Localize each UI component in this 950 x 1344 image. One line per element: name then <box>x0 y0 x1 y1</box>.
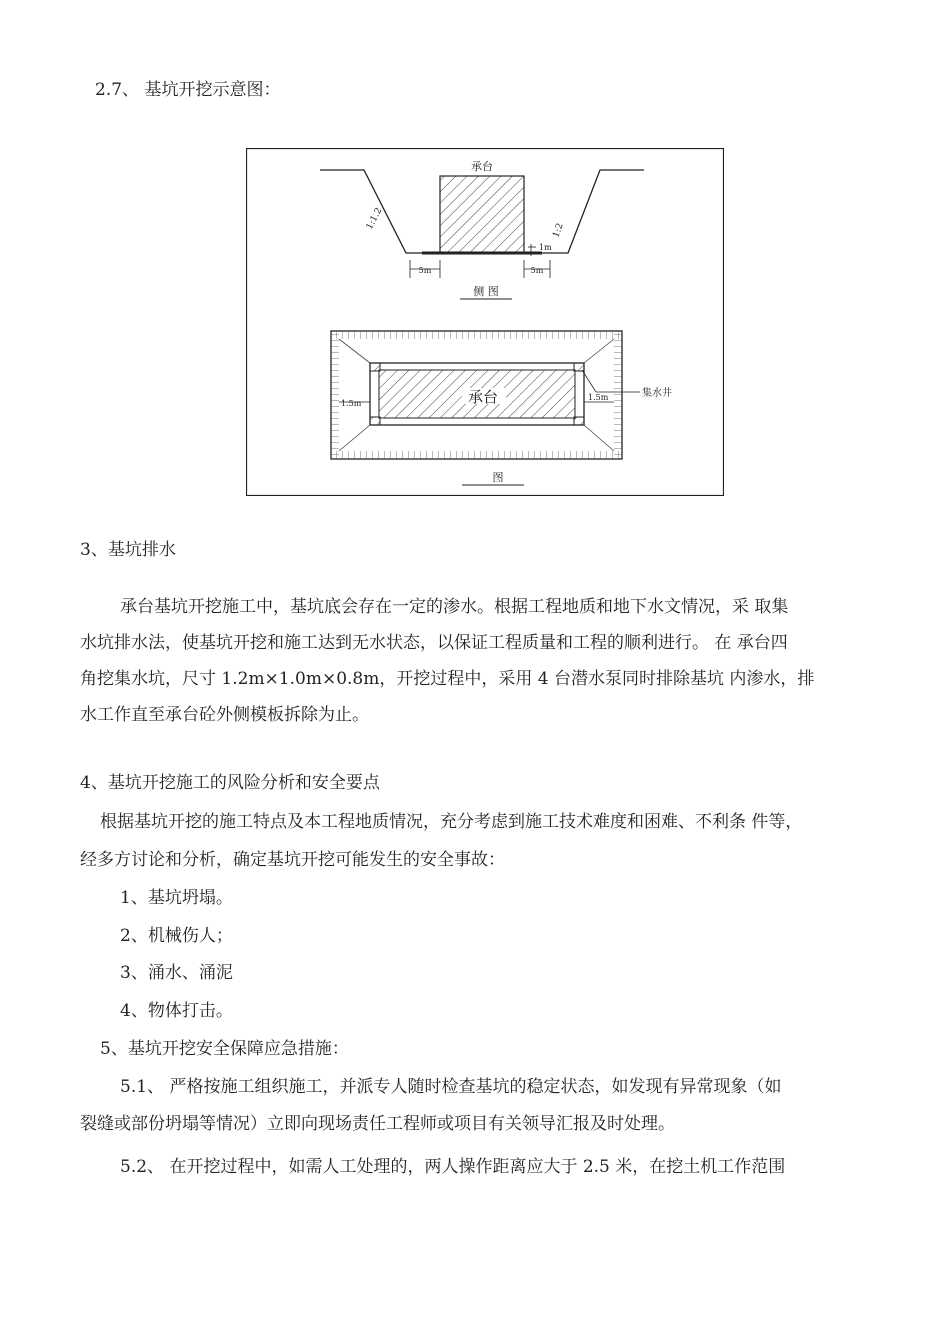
side-pile-cap <box>440 176 524 253</box>
plan-right-dim: 1.5m <box>588 393 609 402</box>
item-5-1-line-2: 裂缝或部份坍塌等情况）立即向现场责任工程师或项目有关领导汇报及时处理。 <box>80 1114 675 1134</box>
section-4-para-line-1: 根据基坑开挖的施工特点及本工程地质情况，充分考虑到施工技术难度和困难、不利条 件等， <box>100 812 803 832</box>
side-cap-label: 承台 <box>471 160 493 173</box>
slope-right-label: 1:2 <box>551 221 566 240</box>
dim-left-5m: 5m <box>418 266 432 275</box>
dim-1m: 1m <box>539 243 552 252</box>
risk-item-2: 2、机械伤人； <box>120 926 233 946</box>
risk-item-3: 3、涌水、涌泥 <box>120 963 233 983</box>
section-3-para-line-4: 水工作直至承台砼外侧模板拆除为止。 <box>80 705 369 725</box>
dim-right-5m: 5m <box>530 266 544 275</box>
sump-label: 集水井 <box>642 388 672 399</box>
plan-cap-label: 承台 <box>468 388 499 406</box>
item-5-2-line-1: 5.2、 在开挖过程中，如需人工处理的，两人操作距离应大于 2.5 米，在挖土机工作范围 <box>120 1157 786 1177</box>
sump-top-left <box>370 363 380 371</box>
section-4-title: 4、基坑开挖施工的风险分析和安全要点 <box>80 773 380 793</box>
section-5-title: 5、基坑开挖安全保障应急措施： <box>100 1039 349 1059</box>
item-5-1-line-1: 5.1、 严格按施工组织施工，并派专人随时检查基坑的稳定状态，如发现有异常现象（如 <box>120 1077 782 1097</box>
risk-item-4: 4、物体打击。 <box>120 1001 233 1021</box>
section-3-para-line-2: 水坑排水法，使基坑开挖和施工达到无水状态，以保证工程质量和工程的顺利进行。 在 承台四 <box>80 633 788 653</box>
section-3-para-line-1: 承台基坑开挖施工中，基坑底会存在一定的渗水。根据工程地质和地下水文情况，采 取集 <box>120 597 789 617</box>
section-3-para-line-3: 角挖集水坑，尺寸 1.2m×1.0m×0.8m，开挖过程中，采用 4 台潜水泵同时排除基坑 内渗水，排 <box>80 669 815 689</box>
heading-2-7: 2.7、 基坑开挖示意图： <box>95 80 281 100</box>
plan-view-caption: 图 <box>492 471 504 484</box>
section-3-title: 3、基坑排水 <box>80 540 176 560</box>
slope-left-label: 1:1.2 <box>364 206 385 232</box>
section-4-para-line-2: 经多方讨论和分析，确定基坑开挖可能发生的安全事故： <box>80 850 505 870</box>
sump-top-right <box>574 363 584 371</box>
sump-bottom-left <box>370 417 380 425</box>
side-view-caption: 侧 图 <box>473 285 499 298</box>
sump-bottom-right <box>574 417 584 425</box>
excavation-diagram <box>246 148 724 496</box>
risk-item-1: 1、基坑坍塌。 <box>120 888 233 908</box>
plan-left-dim: 1.5m <box>341 399 362 408</box>
